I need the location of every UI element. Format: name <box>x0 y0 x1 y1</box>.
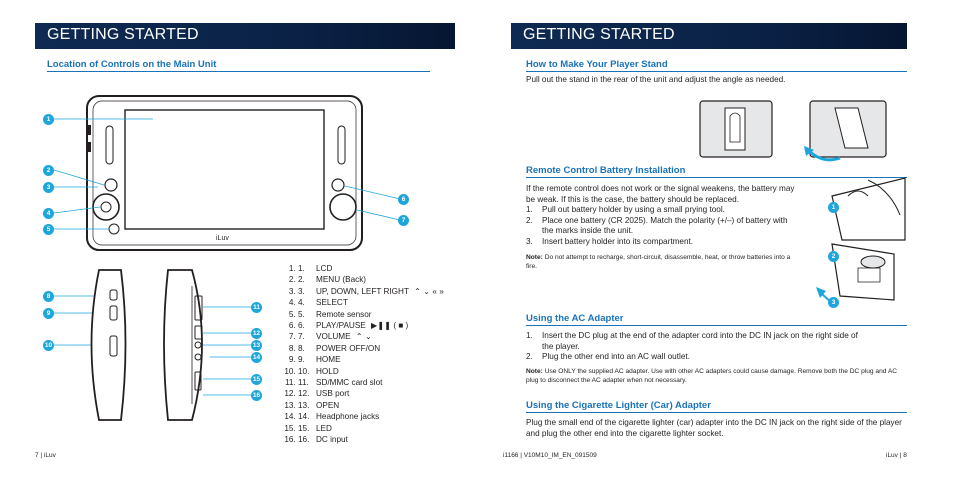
list-item: 12. 12. USB port <box>298 388 444 399</box>
list-item: 9. 9. HOME <box>298 354 444 365</box>
list-item: 8. 8. POWER OFF/ON <box>298 343 444 354</box>
document-code: i1166 | V10M10_IM_EN_091509 <box>503 452 597 459</box>
callout-3: 3 <box>43 182 54 193</box>
battery-callout-3: 3 <box>828 297 839 308</box>
callout-5: 5 <box>43 224 54 235</box>
list-item: 4. 4. SELECT <box>298 297 444 308</box>
battery-note: Note: Do not attempt to recharge, short-circuit, disassemble, heat, or throw batteries into a fire. <box>526 254 791 270</box>
list-item: 2. Place one battery (CR 2025). Match the polarity (+/–) of battery with the marks inside the unit. <box>526 215 788 236</box>
list-item: 3. 3. UP, DOWN, LEFT RIGHT ⌃ ⌄ « » <box>298 286 444 297</box>
page-title-right: GETTING STARTED <box>523 26 675 43</box>
ac-steps <box>526 331 866 363</box>
battery-callout-1: 1 <box>828 202 839 213</box>
stand-body: Pull out the stand in the rear of the unit and adjust the angle as needed. <box>526 75 786 84</box>
callout-9: 9 <box>43 308 54 319</box>
callout-4: 4 <box>43 208 54 219</box>
callout-13: 13 <box>252 342 261 349</box>
ac-note: Note: Use ONLY the supplied AC adapter. Use with other AC adapters could cause damage. Remove both the DC plug and AC plug to disconnect the AC adapter when not necessary. <box>526 368 898 384</box>
list-item: 13. 13. OPEN <box>298 400 444 411</box>
callout-11: 11 <box>251 302 262 313</box>
list-item: 2. 2. MENU (Back) <box>298 274 444 285</box>
battery-intro: If the remote control does not work or the signal weakens, the battery may be weak. If this is the case, the battery should be replaced. <box>526 184 795 204</box>
page-title-left: GETTING STARTED <box>47 26 199 43</box>
device-brand-label: iLuv <box>216 235 229 242</box>
list-item: 2. Plug the other end into an AC wall outlet. <box>526 352 690 362</box>
section-title-battery: Remote Control Battery Installation <box>526 165 907 178</box>
list-item: 1. Insert the DC plug at the end of the adapter cord into the DC IN jack on the right side of the player. <box>526 331 858 351</box>
callout-7: 7 <box>398 215 409 226</box>
section-title-stand: How to Make Your Player Stand <box>526 59 907 72</box>
callout-16: 16 <box>252 392 261 399</box>
arrow-icons: ⌃ ⌄ « » <box>414 286 444 296</box>
volume-arrows-icon: ⌃ ⌄ <box>355 332 372 342</box>
footer-right: iLuv | 8 <box>886 452 907 459</box>
list-item: 11. 11. SD/MMC card slot <box>298 377 444 388</box>
list-item: 6. 6. PLAY/PAUSE ▶❚❚ ( ■ ) <box>298 320 444 331</box>
car-body: Plug the small end of the cigarette lighter (car) adapter into the DC IN jack on the right side of the player and plug the other end into the cigarette lighter socket. <box>526 418 902 438</box>
footer-left: 7 | iLuv <box>35 452 56 459</box>
callout-6: 6 <box>398 194 409 205</box>
list-item: 16. 16. DC input <box>298 434 444 445</box>
list-item: 1. 1. LCD <box>298 263 444 274</box>
section-title-ac-adapter: Using the AC Adapter <box>526 313 907 326</box>
callout-12: 12 <box>252 330 261 337</box>
play-pause-icon: ▶❚❚ ( ■ ) <box>371 321 409 331</box>
battery-callout-2: 2 <box>828 251 839 262</box>
list-item: 15. 15. LED <box>298 423 444 434</box>
list-item: 3. Insert battery holder into its compartment. <box>526 236 694 246</box>
callout-8: 8 <box>43 291 54 302</box>
list-item: 1. Pull out battery holder by using a small prying tool. <box>526 205 725 214</box>
section-title-car-adapter: Using the Cigarette Lighter (Car) Adapter <box>526 400 907 413</box>
list-item: 7. 7. VOLUME ⌃ ⌄ <box>298 331 444 342</box>
section-title-controls: Location of Controls on the Main Unit <box>47 59 430 72</box>
callout-1: 1 <box>43 114 54 125</box>
callout-14: 14 <box>252 354 261 361</box>
callout-15: 15 <box>252 376 261 383</box>
list-item: 10. 10. HOLD <box>298 366 444 377</box>
list-item: 14. 14. Headphone jacks <box>298 411 444 422</box>
callout-2: 2 <box>43 165 54 176</box>
callout-10: 10 <box>44 342 53 349</box>
list-item: 5. 5. Remote sensor <box>298 309 444 320</box>
